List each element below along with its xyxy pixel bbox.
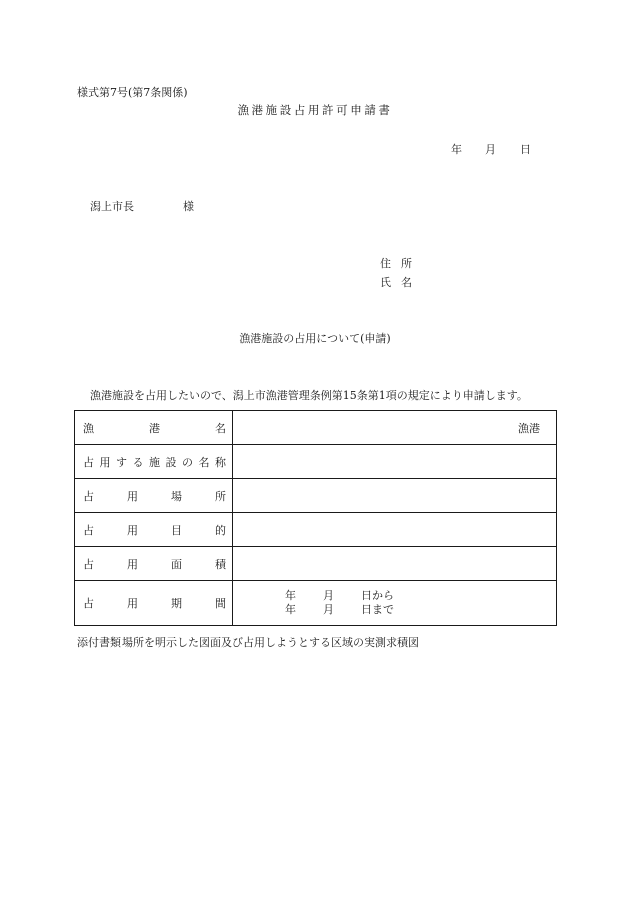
label-char: 設 [165,455,177,469]
addressee-name: 潟上市長 [90,200,134,213]
label-char: 占 [83,455,94,469]
attachments-label: 添付書類 [77,636,121,649]
table-row [75,581,557,626]
addressee-suffix: 様 [183,200,194,213]
label-char: 占 [83,489,94,503]
date-year-label: 年 [451,143,462,156]
field-harbor-name[interactable] [233,411,557,445]
form-number: 様式第7号(第7条関係) [77,86,188,99]
label-char: 称 [215,455,226,469]
label-char: 所 [215,489,226,503]
label-char: 積 [215,557,226,571]
row-label-occupancy-area [75,547,233,581]
label-char: 港 [149,421,160,435]
body-text: 漁港施設を占用したいので、潟上市漁港管理条例第15条第1項の規定により申請します。 [90,389,528,402]
row-label-occupancy-period [75,581,233,626]
date-day-label: 日 [520,143,531,156]
field-occupancy-period[interactable] [233,581,557,626]
period-end-month: 月 [323,603,334,616]
label-char: 場 [171,489,182,503]
period-start-year: 年 [285,589,296,602]
label-char: 用 [127,523,138,537]
table-row [75,547,557,581]
applicant-name-label: 氏名 [380,276,422,289]
table-row [75,479,557,513]
label-char: 用 [99,455,111,469]
harbor-suffix: 漁港 [518,421,540,435]
permit-table [74,410,557,626]
field-occupancy-place[interactable] [233,479,557,513]
label-char: 名 [215,421,226,435]
field-occupancy-area[interactable] [233,547,557,581]
period-start-day: 日から [361,589,394,602]
field-facility-name[interactable] [233,445,557,479]
applicant-address-label: 住所 [380,257,422,270]
label-char: 用 [127,489,138,503]
table-row [75,445,557,479]
period-start-month: 月 [323,589,334,602]
subject-line: 漁港施設の占用について(申請) [239,332,391,345]
document-title: 漁港施設占用許可申請書 [237,103,393,117]
label-char: す [116,455,127,469]
label-char: 面 [171,557,182,571]
row-label-occupancy-place [75,479,233,513]
label-char: 目 [171,523,182,537]
period-end [285,603,556,617]
label-char: 的 [215,523,226,537]
label-char: る [132,455,144,469]
label-char: 占 [83,557,94,571]
table-row [75,513,557,547]
label-char: 期 [171,597,182,610]
label-char: 間 [215,597,226,610]
label-char: 占 [83,597,94,610]
label-char: 漁 [83,421,94,435]
field-occupancy-purpose[interactable] [233,513,557,547]
label-char: 施 [149,455,160,469]
attachments-text: 場所を明示した図面及び占用しようとする区域の実測求積図 [122,636,419,649]
label-char: 用 [127,597,138,610]
date-month-label: 月 [485,143,496,156]
label-char: 用 [127,557,138,571]
period-end-year: 年 [285,603,296,616]
period-start [285,589,556,603]
label-char: 占 [83,523,94,537]
row-label-harbor-name [75,411,233,445]
row-label-occupancy-purpose [75,513,233,547]
table-row [75,411,557,445]
label-char: 名 [198,455,210,469]
period-end-day: 日まで [361,603,394,616]
label-char: の [182,455,193,469]
row-label-facility-name [75,445,233,479]
